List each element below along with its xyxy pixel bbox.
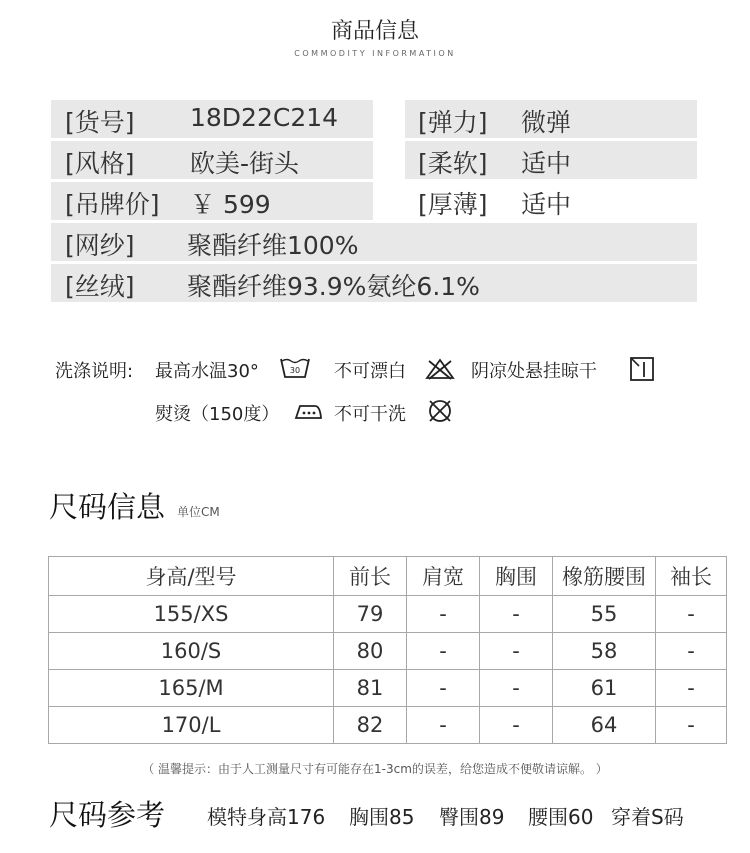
- info-cell-thickness: [405, 182, 697, 220]
- style-label: [风格]: [65, 149, 135, 178]
- cell-sleeve: -: [656, 670, 727, 707]
- velvet-value: 聚酯纤维93.9%氨纶6.1%: [187, 272, 480, 301]
- shade-dry-icon: [629, 356, 655, 382]
- cell-shoulder: -: [407, 633, 480, 670]
- info-cell-softness: [405, 141, 697, 179]
- size-unit: 单位CM: [177, 505, 220, 519]
- measurement-note: （ 温馨提示：由于人工测量尺寸有可能存在1-3cm的误差，给您造成不便敬请谅解。 ）: [142, 762, 608, 776]
- cell-sleeve: -: [656, 633, 727, 670]
- cell-shoulder: -: [407, 596, 480, 633]
- iron-icon: [293, 400, 323, 422]
- info-cell-tag-price: [51, 182, 373, 220]
- cell-sleeve: -: [656, 707, 727, 744]
- washing-title: 洗涤说明:: [55, 361, 134, 382]
- velvet-label: [丝绒]: [65, 272, 135, 301]
- ref-waist: 腰围60: [528, 805, 594, 829]
- mesh-label: [网纱]: [65, 231, 135, 260]
- ref-hip: 臀围89: [439, 805, 505, 829]
- info-cell-elasticity: [405, 100, 697, 138]
- cell-chest: -: [480, 596, 553, 633]
- mesh-value: 聚酯纤维100%: [187, 231, 359, 260]
- max-temp-text: 最高水温30°: [155, 361, 259, 382]
- cell-waist: 55: [553, 596, 656, 633]
- elasticity-value: 微弹: [521, 108, 572, 137]
- cell-shoulder: -: [407, 670, 480, 707]
- size-table-header-row: [49, 557, 727, 596]
- cell-size: 160/S: [49, 633, 334, 670]
- no-bleach-icon: [425, 357, 455, 381]
- cell-chest: -: [480, 707, 553, 744]
- cell-waist: 61: [553, 670, 656, 707]
- info-cell-item-no: [51, 100, 373, 138]
- cell-chest: -: [480, 633, 553, 670]
- size-info-title: 尺码信息: [49, 490, 166, 524]
- ref-worn-size: 穿着S码: [611, 805, 684, 829]
- softness-value: 适中: [521, 149, 572, 178]
- no-bleach-text: 不可漂白: [334, 361, 406, 382]
- thickness-label: [厚薄]: [418, 190, 488, 219]
- header-front-length: 前长: [334, 557, 407, 596]
- no-dry-clean-icon: [426, 398, 454, 424]
- cell-front-length: 81: [334, 670, 407, 707]
- cell-size: 155/XS: [49, 596, 334, 633]
- table-row: [49, 707, 727, 744]
- tag-price-label: [吊牌价]: [65, 190, 160, 219]
- cell-chest: -: [480, 670, 553, 707]
- info-cell-mesh: [51, 223, 697, 261]
- table-row: [49, 633, 727, 670]
- cell-shoulder: -: [407, 707, 480, 744]
- size-reference-title: 尺码参考: [49, 798, 166, 832]
- info-cell-velvet: [51, 264, 697, 302]
- cell-size: 165/M: [49, 670, 334, 707]
- cell-size: 170/L: [49, 707, 334, 744]
- ref-chest: 胸围85: [349, 805, 415, 829]
- page-title: 商品信息: [330, 19, 419, 44]
- elasticity-label: [弹力]: [418, 108, 488, 137]
- header-sleeve: 袖长: [656, 557, 727, 596]
- header-shoulder: 肩宽: [407, 557, 480, 596]
- cell-front-length: 79: [334, 596, 407, 633]
- cell-waist: 64: [553, 707, 656, 744]
- header-chest: 胸围: [480, 557, 553, 596]
- header-height-size: 身高/型号: [49, 557, 334, 596]
- item-no-value: 18D22C214: [190, 103, 339, 132]
- softness-label: [柔软]: [418, 149, 488, 178]
- tag-price-value: ￥ 599: [190, 190, 271, 219]
- wash-temp-label: 30: [289, 366, 301, 375]
- cell-front-length: 80: [334, 633, 407, 670]
- thickness-value: 适中: [521, 190, 572, 219]
- iron-text: 熨烫（150度）: [155, 404, 280, 425]
- no-dry-clean-text: 不可干洗: [334, 404, 406, 425]
- item-no-label: [货号]: [65, 108, 135, 137]
- header-waist: 橡筋腰围: [553, 557, 656, 596]
- table-row: [49, 596, 727, 633]
- ref-model-height: 模特身高176: [207, 805, 326, 829]
- size-table: [48, 556, 727, 744]
- cell-waist: 58: [553, 633, 656, 670]
- cell-sleeve: -: [656, 596, 727, 633]
- wash-30-icon: [279, 355, 311, 381]
- page-subtitle: COMMODITY INFORMATION: [294, 49, 456, 58]
- shade-dry-text: 阴凉处悬挂晾干: [471, 361, 597, 382]
- cell-front-length: 82: [334, 707, 407, 744]
- style-value: 欧美-街头: [190, 149, 300, 178]
- info-cell-style: [51, 141, 373, 179]
- table-row: [49, 670, 727, 707]
